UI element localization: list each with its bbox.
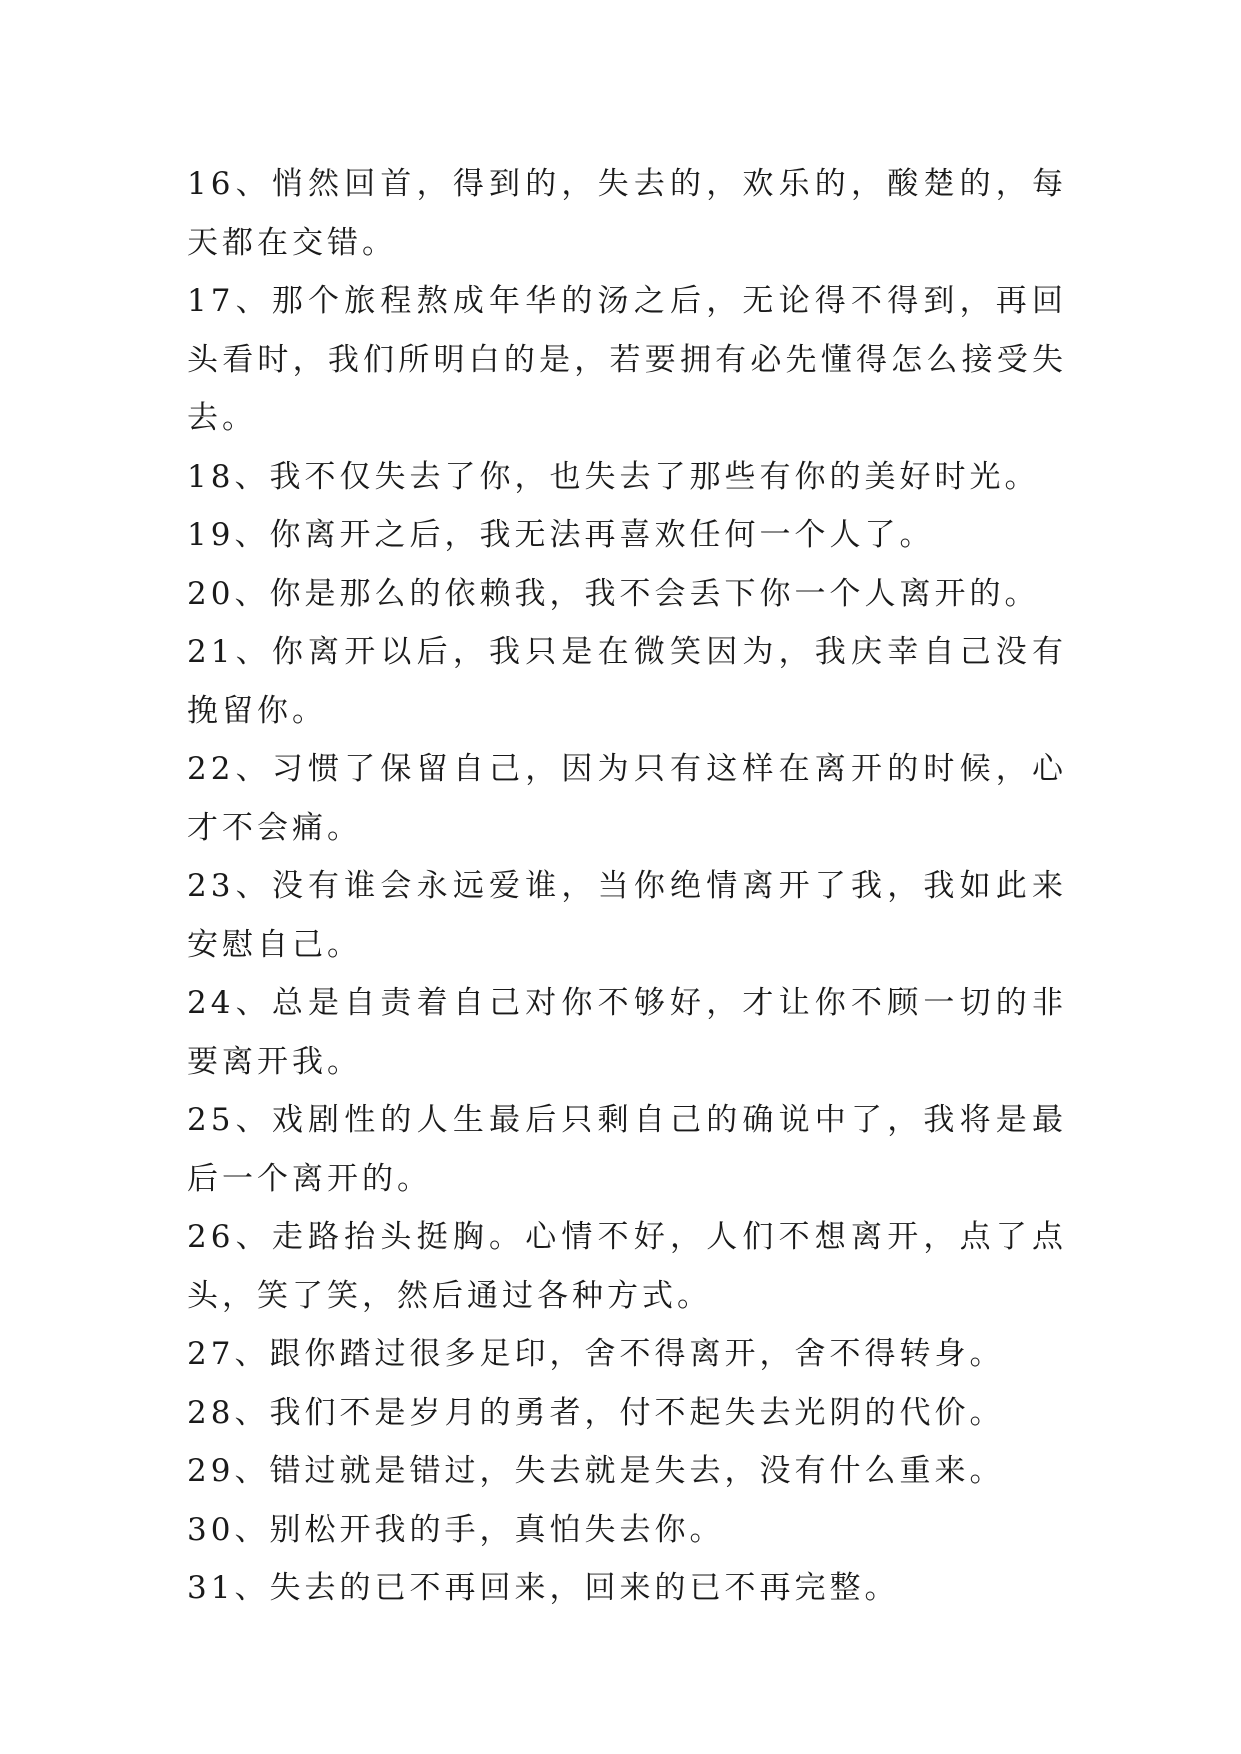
list-item-26: 26、走路抬头挺胸。心情不好，人们不想离开，点了点头，笑了笑，然后通过各种方式。 — [187, 1219, 1067, 1314]
list-item-31: 31、失去的已不再回来，回来的已不再完整。 — [187, 1570, 900, 1606]
list-item-16: 16、悄然回首，得到的，失去的，欢乐的，酸楚的，每天都在交错。 — [187, 166, 1067, 261]
list-item-21: 21、你离开以后，我只是在微笑因为，我庆幸自己没有挽留你。 — [187, 634, 1067, 729]
list-item-29: 29、错过就是错过，失去就是失去，没有什么重来。 — [187, 1453, 1005, 1489]
list-item-28: 28、我们不是岁月的勇者，付不起失去光阴的代价。 — [187, 1394, 1005, 1431]
list-item-25: 25、戏剧性的人生最后只剩自己的确说中了，我将是最后一个离开的。 — [187, 1102, 1067, 1197]
list-item-27: 27、跟你踏过很多足印，舍不得离开，舍不得转身。 — [187, 1336, 1005, 1372]
list-item-23: 23、没有谁会永远爱谁，当你绝情离开了我，我如此来安慰自己。 — [187, 868, 1067, 963]
list-item-17: 17、那个旅程熬成年华的汤之后，无论得不得到，再回头看时，我们所明白的是，若要拥有必先懂得怎么接受失去。 — [187, 283, 1067, 436]
list-item-22: 22、习惯了保留自己，因为只有这样在离开的时候，心才不会痛。 — [187, 751, 1067, 846]
list-item-30: 30、别松开我的手，真怕失去你。 — [187, 1511, 725, 1548]
list-item-19: 19、你离开之后，我无法再喜欢任何一个人了。 — [187, 517, 935, 553]
quote-list — [187, 155, 1067, 1618]
list-item-24: 24、总是自责着自己对你不够好，才让你不顾一切的非要离开我。 — [187, 985, 1067, 1080]
list-item-18: 18、我不仅失去了你，也失去了那些有你的美好时光。 — [187, 458, 1040, 495]
list-item-20: 20、你是那么的依赖我，我不会丢下你一个人离开的。 — [187, 575, 1040, 612]
